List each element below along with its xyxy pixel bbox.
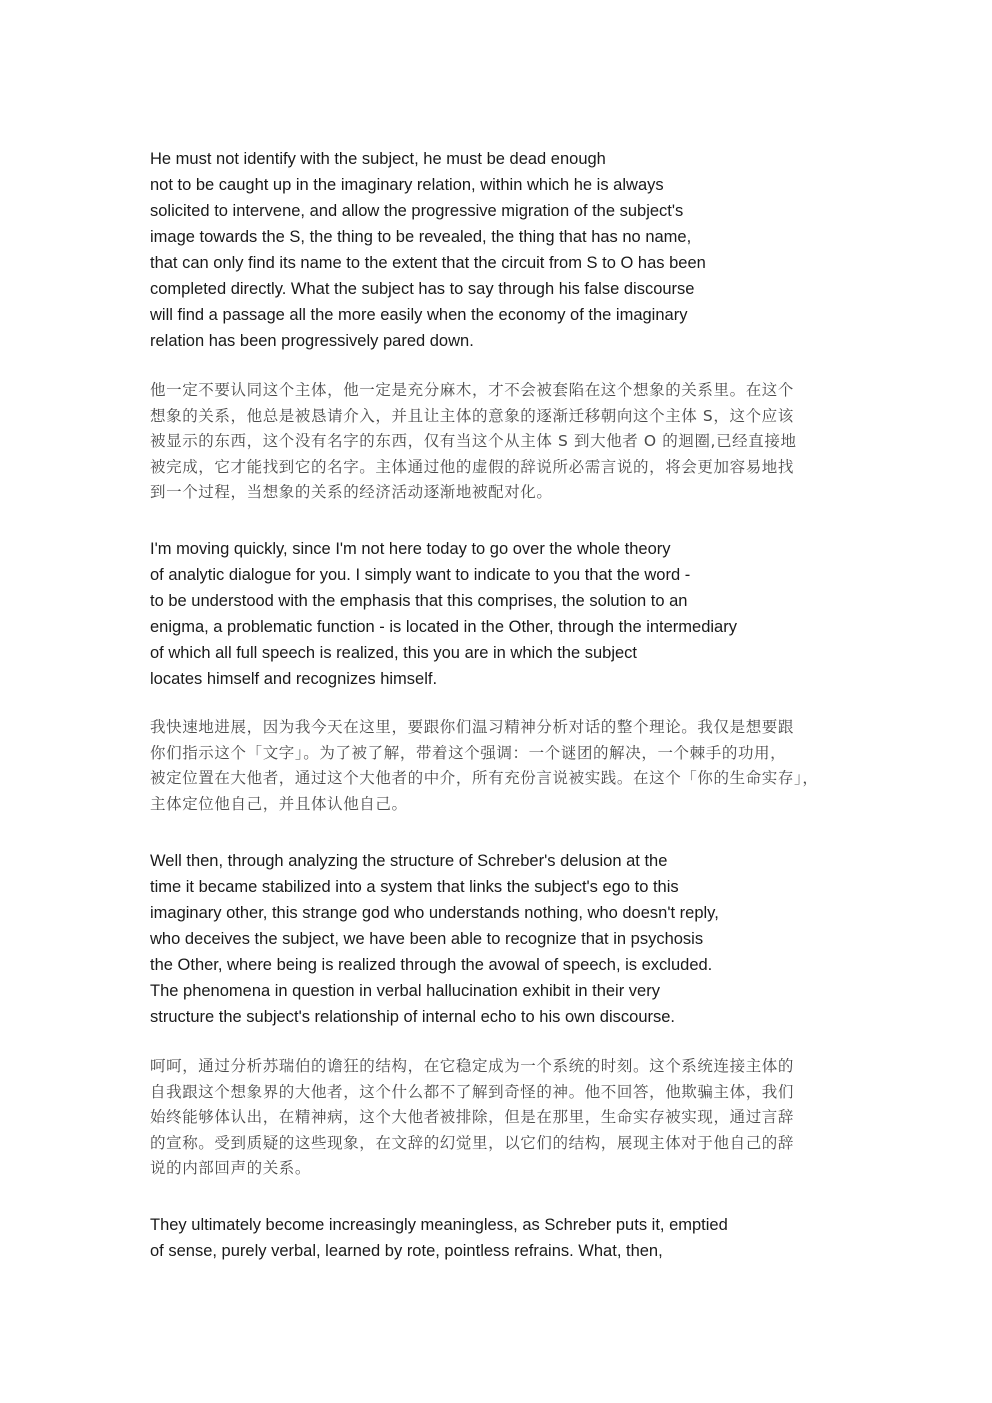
- text-line: 的宣称。受到质疑的这些现象，在文辞的幻觉里，以它们的结构，展现主体对于他自己的辞: [150, 1133, 795, 1152]
- paragraph-chinese-2: [150, 715, 850, 817]
- text-line: 他一定不要认同这个主体，他一定是充分麻木，才不会被套陷在这个想象的关系里。在这个: [150, 381, 795, 399]
- text-line: 被完成，它才能找到它的名字。主体通过他的虚假的辞说所必需言说的，将会更加容易地找: [150, 457, 795, 476]
- text-line: not to be caught up in the imaginary relation, within which he is always: [150, 176, 664, 194]
- text-line: 你们指示这个「文字」。为了被了解，带着这个强调：一个谜团的解决，一个棘手的功用，: [150, 743, 787, 762]
- text-line: 被定位置在大他者，通过这个大他者的中介，所有充份言说被实践。在这个「你的生命实存」，: [150, 769, 819, 788]
- text-line: structure the subject's relationship of internal echo to his own discourse.: [150, 1008, 676, 1026]
- text-line: 始终能够体认出，在精神病，这个大他者被排除，但是在那里，生命实存被实现，通过言辞: [150, 1108, 795, 1127]
- text-line: time it became stabilized into a system that links the subject's ego to this: [150, 878, 679, 896]
- text-line: 想象的关系，他总是被恳请介入，并且让主体的意象的逐渐迁移朝向这个主体 S，这个应该: [150, 406, 794, 425]
- text-line: to be understood with the emphasis that this comprises, the solution to an: [150, 592, 688, 610]
- text-line: who deceives the subject, we have been able to recognize that in psychosis: [150, 930, 704, 948]
- text-line: 被显示的东西，这个没有名字的东西，仅有当这个从主体 S 到大他者 O 的迴圈,已经直接地: [150, 432, 797, 451]
- text-line: enigma, a problematic function - is located in the Other, through the intermediary: [150, 618, 737, 636]
- text-line: Well then, through analyzing the structure of Schreber's delusion at the: [150, 852, 668, 870]
- text-line: I'm moving quickly, since I'm not here today to go over the whole theory: [150, 540, 671, 558]
- text-line: The phenomena in question in verbal hallucination exhibit in their very: [150, 982, 660, 1000]
- text-line: will find a passage all the more easily when the economy of the imaginary: [150, 306, 688, 324]
- text-line: that can only find its name to the extent that the circuit from S to O has been: [150, 254, 706, 272]
- text-line: locates himself and recognizes himself.: [150, 670, 438, 688]
- text-line: relation has been progressively pared down.: [150, 332, 474, 350]
- text-line: of analytic dialogue for you. I simply want to indicate to you that the word -: [150, 566, 691, 584]
- text-line: 自我跟这个想象界的大他者，这个什么都不了解到奇怪的神。他不回答，他欺骗主体，我们: [150, 1082, 795, 1101]
- text-line: They ultimately become increasingly meaningless, as Schreber puts it, emptied: [150, 1216, 728, 1234]
- text-line: imaginary other, this strange god who understands nothing, who doesn't reply,: [150, 904, 719, 922]
- paragraph-chinese-1: [150, 378, 850, 506]
- text-line: 呵呵，通过分析苏瑞伯的谵狂的结构，在它稳定成为一个系统的时刻。这个系统连接主体的: [150, 1057, 795, 1075]
- paragraph-chinese-3: [150, 1054, 850, 1182]
- text-line: completed directly. What the subject has to say through his false discourse: [150, 280, 695, 298]
- text-line: image towards the S, the thing to be revealed, the thing that has no name,: [150, 228, 692, 246]
- text-line: 到一个过程，当想象的关系的经济活动逐渐地被配对化。: [150, 483, 553, 502]
- text-line: 说的内部回声的关系。: [150, 1159, 312, 1178]
- paragraph-english-4: [150, 1212, 850, 1264]
- text-line: 主体定位他自己，并且体认他自己。: [150, 794, 408, 813]
- paragraph-english-3: [150, 848, 850, 1030]
- text-line: He must not identify with the subject, he must be dead enough: [150, 150, 606, 168]
- text-line: 我快速地进展，因为我今天在这里，要跟你们温习精神分析对话的整个理论。我仅是想要跟: [150, 718, 795, 736]
- paragraph-english-1: [150, 146, 850, 354]
- text-line: the Other, where being is realized through the avowal of speech, is excluded.: [150, 956, 713, 974]
- text-line: of sense, purely verbal, learned by rote, pointless refrains. What, then,: [150, 1242, 663, 1260]
- text-line: of which all full speech is realized, this you are in which the subject: [150, 644, 637, 662]
- paragraph-english-2: [150, 536, 850, 692]
- text-line: solicited to intervene, and allow the progressive migration of the subject's: [150, 202, 684, 220]
